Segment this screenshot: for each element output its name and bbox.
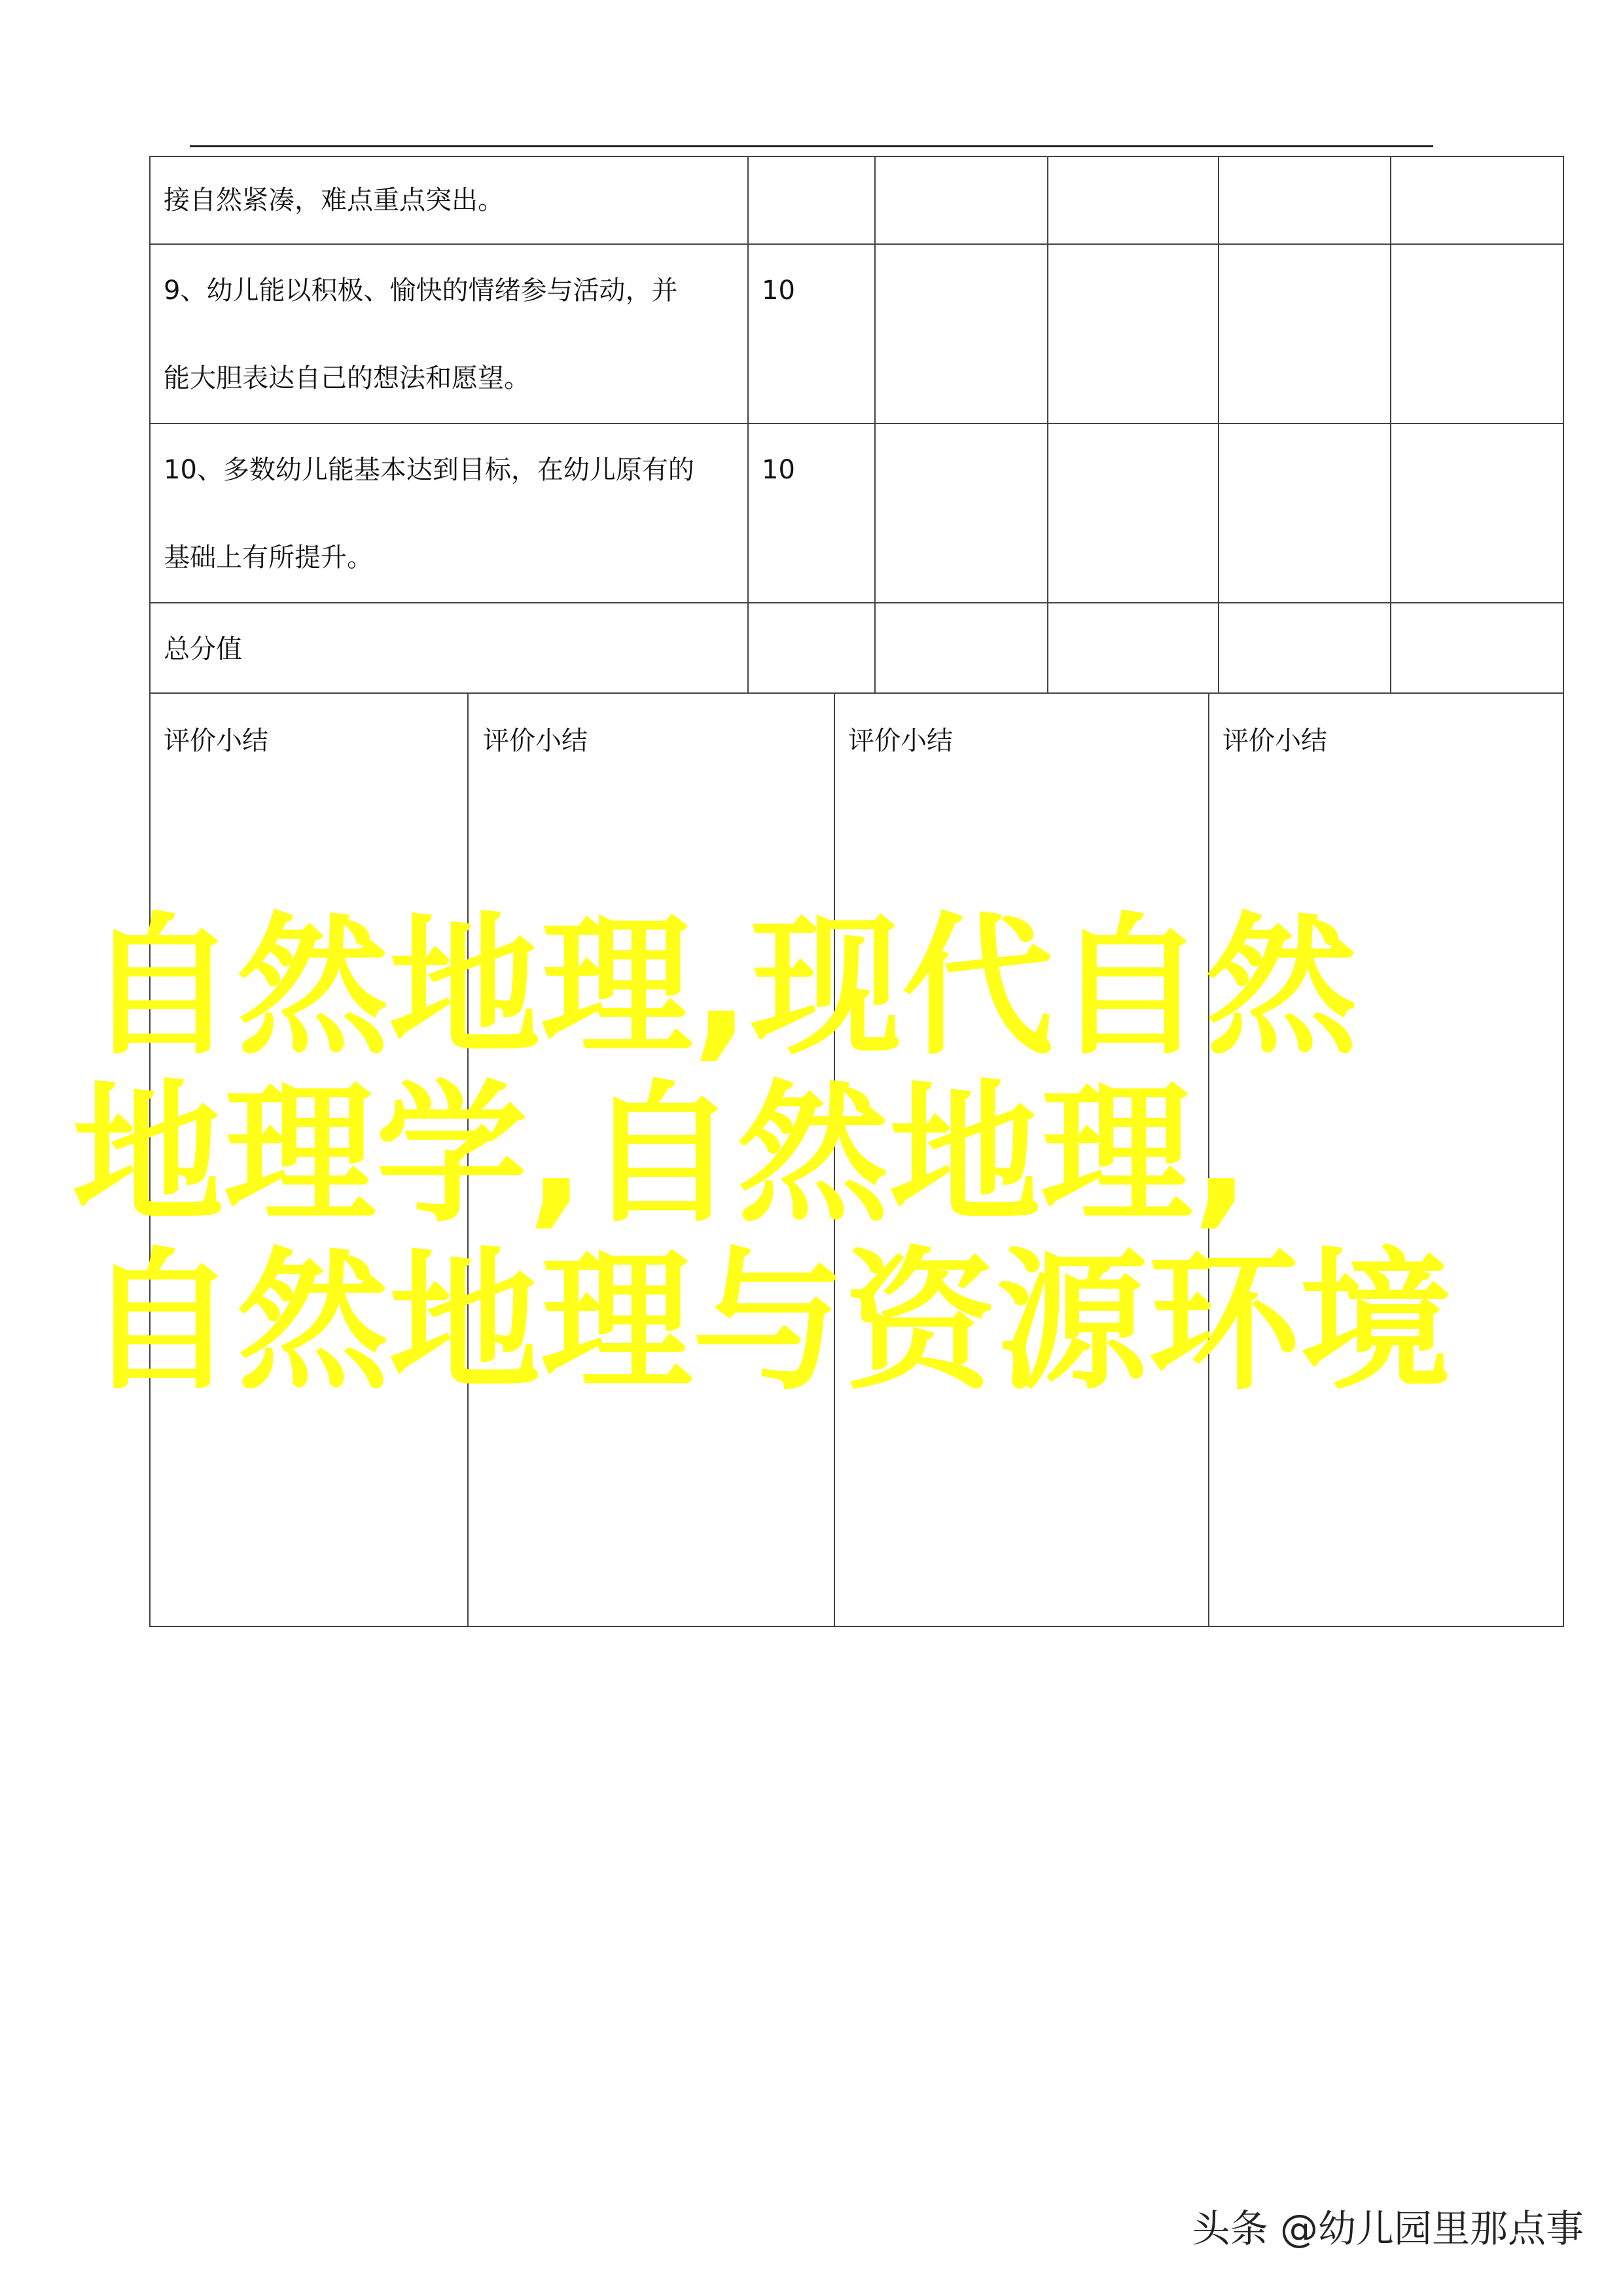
headline-line: 自然地理与资源环境 [85, 1234, 1452, 1410]
score-value: 10 [762, 455, 795, 485]
table-border-left [149, 156, 151, 692]
evaluation-label: 评价小结 [164, 726, 268, 756]
watermark: 头条 @幼儿园里那点事 [1192, 2206, 1584, 2251]
table-col-divider [874, 156, 876, 692]
table-row-divider [149, 423, 1564, 424]
headline-line: 地理学,自然地理, [72, 1066, 1251, 1243]
table-border-right [1563, 156, 1564, 692]
score-table [149, 156, 1564, 692]
table-row-divider [149, 243, 1564, 245]
evaluation-label: 评价小结 [848, 726, 953, 756]
table-row-divider [149, 692, 1564, 694]
criterion-text: 接自然紧凑，难点重点突出。 [164, 185, 504, 215]
table-col-divider [1218, 156, 1219, 692]
criterion-text: 能大胆表达自己的想法和愿望。 [164, 363, 530, 393]
table-col-divider [1047, 156, 1048, 692]
score-value: 10 [762, 276, 795, 306]
top-rule [190, 145, 1433, 147]
table-border-bottom [149, 1626, 1564, 1627]
table-col-divider [1390, 156, 1391, 692]
criterion-text: 10、多数幼儿能基本达到目标，在幼儿原有的 [164, 455, 694, 485]
table-col-divider [747, 156, 749, 692]
table-border-top [149, 156, 1564, 157]
evaluation-label: 评价小结 [1222, 726, 1327, 756]
headline-overlay [72, 899, 1564, 1410]
criterion-text: 9、幼儿能以积极、愉快的情绪参与活动，并 [164, 276, 678, 306]
total-label: 总分值 [164, 634, 242, 664]
headline-line: 自然地理,现代自然 [85, 899, 1358, 1075]
criterion-text: 基础上有所提升。 [164, 543, 373, 573]
table-row-divider [149, 602, 1564, 603]
evaluation-label: 评价小结 [483, 726, 588, 756]
